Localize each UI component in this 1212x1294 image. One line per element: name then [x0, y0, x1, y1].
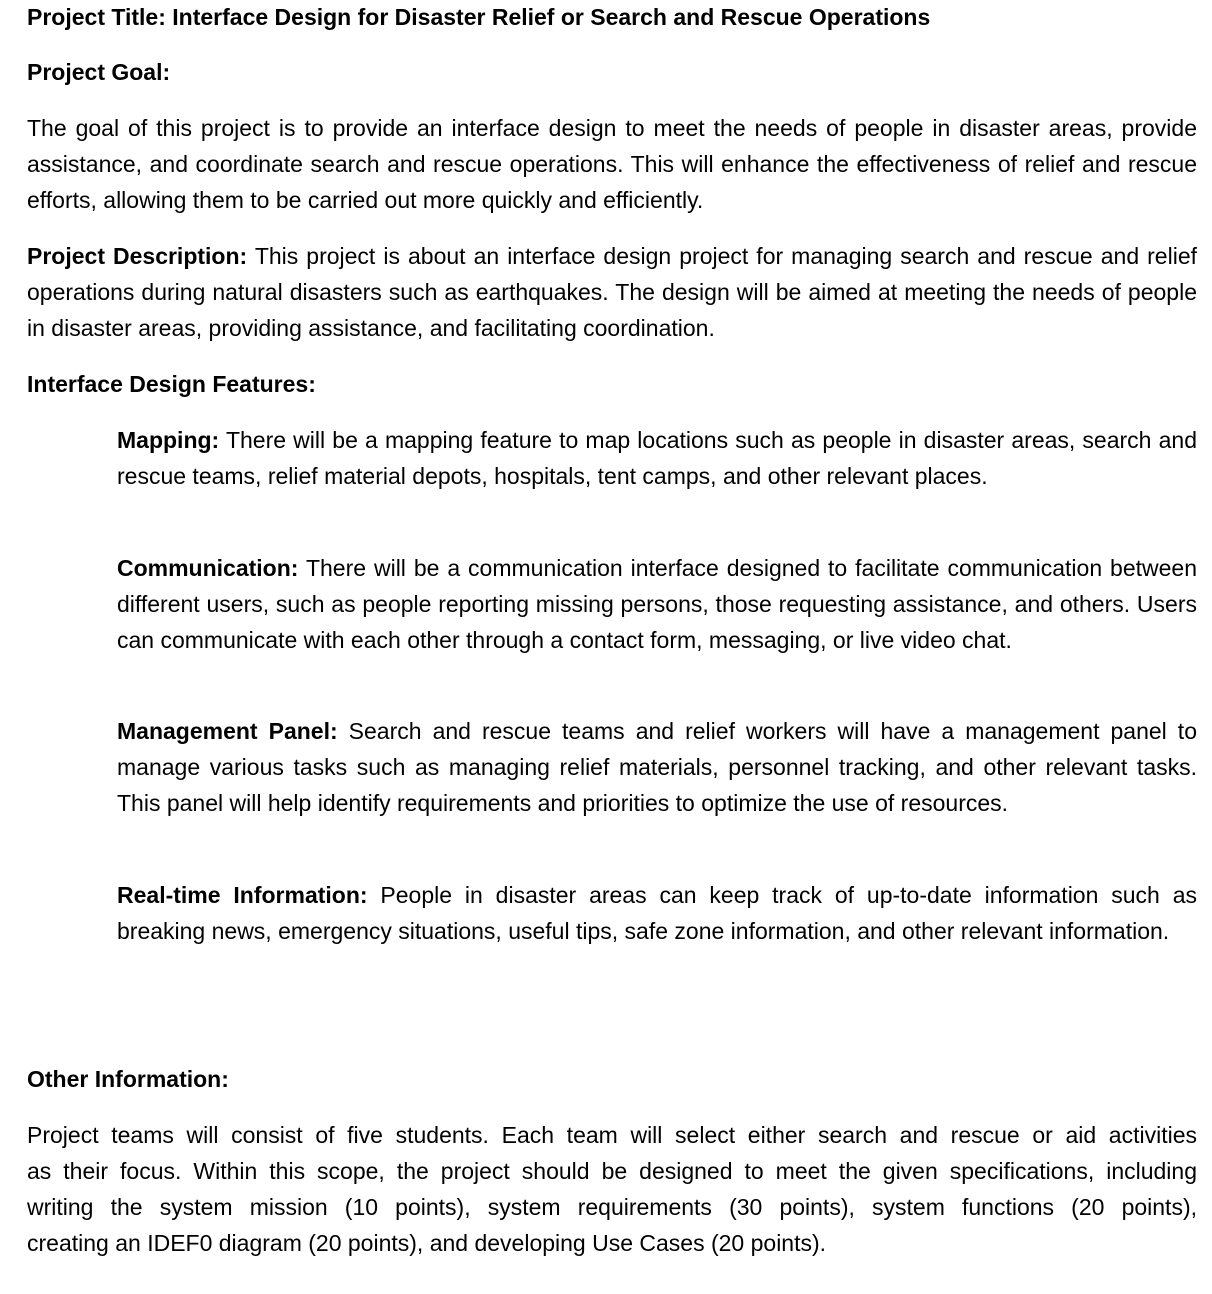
other-information-line: writing the system mission (10 points), system requirements (30 points), system functions (20 points), — [27, 1194, 1197, 1220]
feature-label: Management Panel: — [117, 718, 338, 744]
feature-mapping — [117, 422, 1197, 494]
feature-text: There will be a mapping feature to map locations such as people in disaster areas, search and rescue teams, relief material depots, hospitals, tent camps, and other relevant places. — [117, 427, 1197, 489]
other-information-line: as their focus. Within this scope, the project should be designed to meet the given specifications, including — [27, 1158, 1197, 1184]
feature-management-panel — [117, 713, 1197, 821]
feature-text: People in disaster areas can keep track of up-to-date information such as breaking news, emergency situations, useful tips, safe zone information, and other relevant information. — [117, 882, 1197, 944]
feature-label: Real-time Information: — [117, 882, 368, 908]
project-goal-text: The goal of this project is to provide an interface design to meet the needs of people in disaster areas, provide assistance, and coordinate search and rescue operations. This will enhance the effectiveness of relief and rescue efforts, allowing them to be carried out more quickly and efficiently. — [27, 115, 1197, 213]
project-description-label: Project Description: — [27, 243, 248, 269]
project-title: Project Title: Interface Design for Disaster Relief or Search and Rescue Operations — [27, 4, 931, 30]
feature-text: There will be a communication interface designed to facilitate communication between different users, such as people reporting missing persons, those requesting assistance, and others. Users can communicate with each other through a contact form, messaging, or live video chat. — [117, 555, 1197, 653]
other-information-line: Project teams will consist of five students. Each team will select either search and rescue or aid activities — [27, 1122, 1197, 1148]
project-description — [27, 238, 1197, 346]
feature-real-time-information — [117, 877, 1197, 949]
other-information-heading: Other Information: — [27, 1066, 229, 1092]
project-goal-heading: Project Goal: — [27, 59, 171, 85]
other-information-line: creating an IDEF0 diagram (20 points), and developing Use Cases (20 points). — [27, 1230, 827, 1256]
project-description-text: This project is about an interface design project for managing search and rescue and relief operations during natural disasters such as earthquakes. The design will be aimed at meeting the needs of people in disaster areas, providing assistance, and facilitating coordination. — [27, 243, 1198, 341]
feature-label: Mapping: — [117, 427, 220, 453]
feature-communication — [117, 550, 1197, 658]
feature-text: Search and rescue teams and relief workers will have a management panel to manage various tasks such as managing relief materials, personnel tracking, and other relevant tasks. This panel will help identify requirements and priorities to optimize the use of resources. — [117, 718, 1197, 816]
feature-label: Communication: — [117, 555, 299, 581]
other-information-text — [27, 1117, 1197, 1261]
interface-features-heading: Interface Design Features: — [27, 371, 316, 397]
